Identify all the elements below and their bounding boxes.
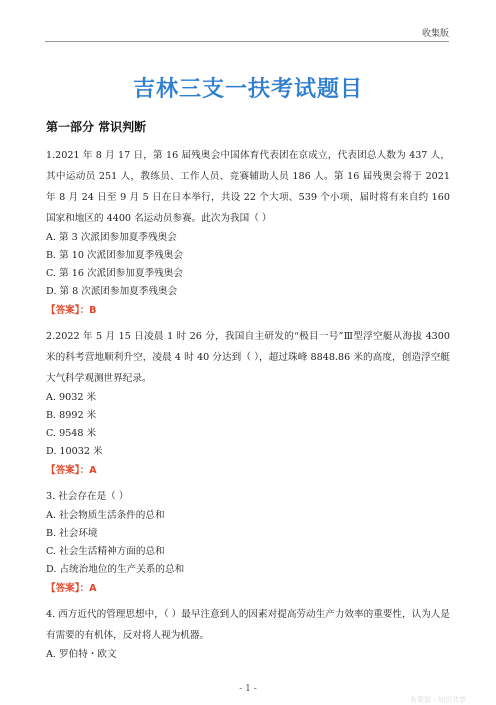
option-b: B. 第 10 次派团参加夏季残奥会 xyxy=(46,250,183,261)
option-c: C. 社会生活精神方面的总和 xyxy=(46,546,165,557)
answer-label: 【答案】：B xyxy=(46,305,97,316)
question-list xyxy=(46,145,450,664)
header-label: 收集版 xyxy=(421,29,449,39)
option-d: D. 占统治地位的生产关系的总和 xyxy=(46,564,185,575)
option-d: D. 第 8 次派团参加夏季残奥会 xyxy=(46,286,178,297)
option-b: B. 8992 米 xyxy=(46,410,97,421)
option-d: D. 10032 米 xyxy=(46,446,103,457)
question-2 xyxy=(46,326,450,481)
answer-label: 【答案】：A xyxy=(46,583,97,594)
document-title: 吉林三支一扶考试题目 xyxy=(132,77,363,102)
question-text: 2.2022 年 5 月 15 日凌晨 1 时 26 分，我国自主研发的“极目一号”Ⅲ型浮空艇从海拔 4300 米的科考营地顺利升空，凌晨 4 时 40 分达到（ ），超过珠峰 8848.86 米的高度，创造浮空艇大气科学观测世界纪录。 xyxy=(46,331,450,384)
option-a: A. 罗伯特・欧文 xyxy=(46,649,117,660)
option-a: A. 9032 米 xyxy=(46,392,97,403)
question-text: 3. 社会存在是（ ） xyxy=(46,491,129,502)
option-a: A. 第 3 次派团参加夏季残奥会 xyxy=(46,232,177,243)
option-c: C. 第 16 次派团参加夏季残奥会 xyxy=(46,268,183,279)
page-number: - 1 - xyxy=(239,684,257,694)
option-c: C. 9548 米 xyxy=(46,428,97,439)
watermark: 布蒙智 - 知识共享 xyxy=(410,696,466,704)
header-rule xyxy=(45,41,449,42)
question-text: 4. 西方近代的管理思想中，（ ）最早注意到人的因素对提高劳动生产力效率的重要性，认为人是有需要的有机体，反对将人视为机器。 xyxy=(46,609,450,641)
question-3 xyxy=(46,486,450,599)
option-b: B. 社会环境 xyxy=(46,528,98,539)
answer-label: 【答案】：A xyxy=(46,465,97,476)
option-a: A. 社会物质生活条件的总和 xyxy=(46,510,165,521)
question-text: 1.2021 年 8 月 17 日，第 16 届残奥会中国体育代表团在京成立，代表团总人数为 437 人，其中运动员 251 人，教练员、工作人员、竞赛辅助人员 186 人。第 16 届残奥会将于 2021 年 8 月 24 日至 9 月 5 日在日本举行，共设 22 个大项、539 个小项，届时将有来自约 160 国家和地区的 4400 名运动员参赛。此次为我国（ ） xyxy=(46,150,450,224)
section-heading: 第一部分 常识判断 xyxy=(46,120,147,134)
question-1 xyxy=(46,145,450,321)
question-4 xyxy=(46,604,450,664)
